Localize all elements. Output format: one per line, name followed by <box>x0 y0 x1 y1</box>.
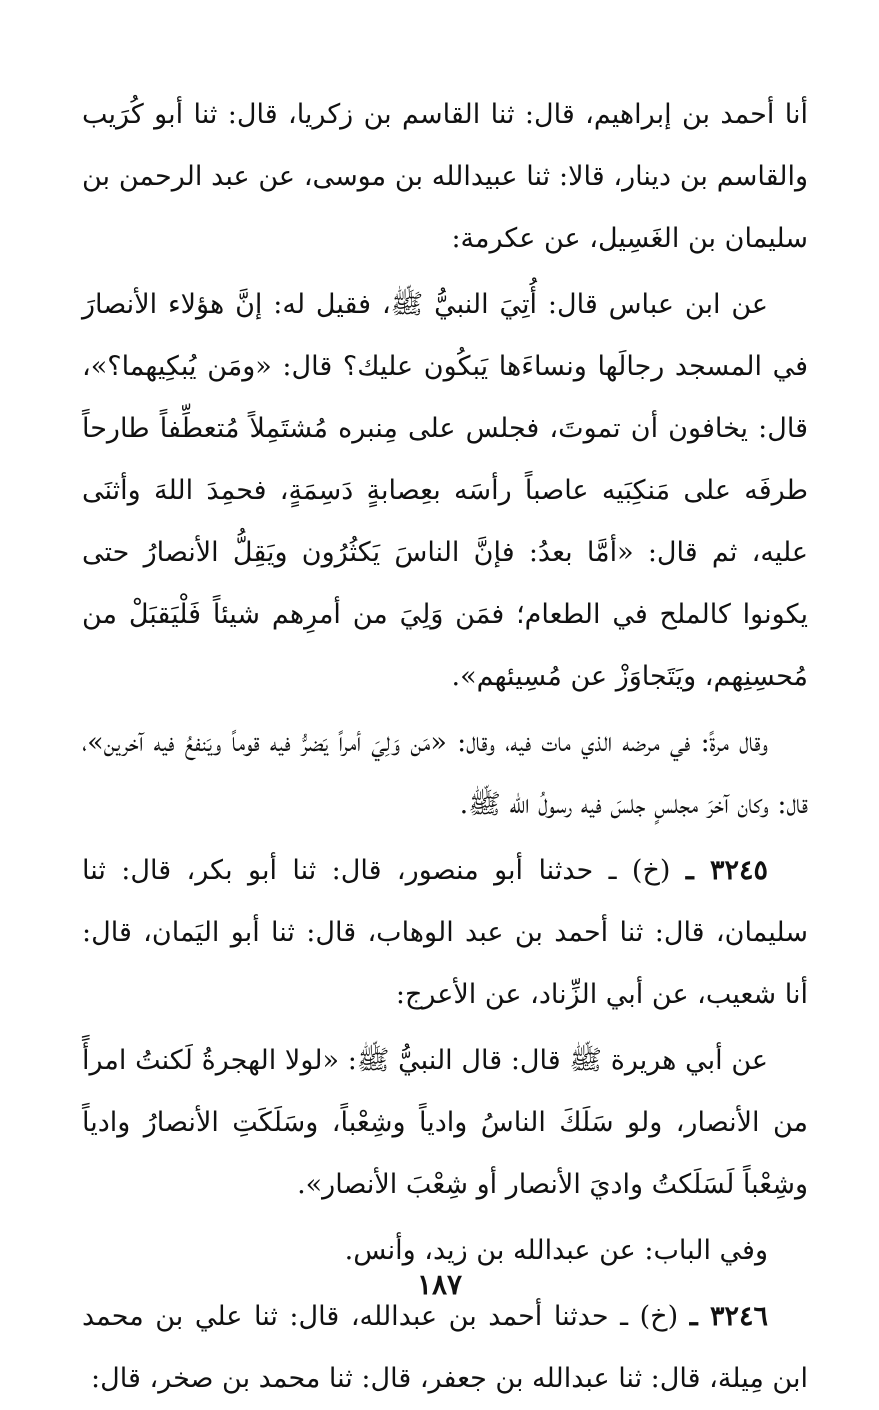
paragraph-isnad-1: أنا أحمد بن إبراهيم، قال: ثنا القاسم بن زكريا، قال: ثنا أبو كُرَيب والقاسم بن دينار، قالا: ثنا عبيدالله بن موسى، عن عبد الرحمن بن سليمان بن الغَسِيل، عن عكرمة: <box>82 99 808 254</box>
paragraph-hadith-3245-matn: عن أبي هريرة ﷺ قال: قال النبيُّ ﷺ: «لولا الهجرةُ لَكنتُ امرأً من الأنصار، ولو سَلَكَ الناسُ وادياً وشِعْباً، وسَلَكَتِ الأنصارُ وادياً وشِعْباً لَسَلَكتُ واديَ الأنصار أو شِعْبَ الأنصار». <box>82 1045 808 1200</box>
paragraph-hadith-3244-matn: عن ابن عباس قال: أُتِيَ النبيُّ ﷺ، فقيل له: إنَّ هؤلاء الأنصارَ في المسجد رجالَها ونساءَها يَبكُون عليك؟ قال: «ومَن يُبكِيهما؟»، قال: يخافون أن تموتَ، فجلس على مِنبره مُشتَمِلاً مُتعطِّفاً طارحاً طرفَه على مَنكِبَيه عاصباً رأسَه بعِصابةٍ دَسِمَةٍ، فحمِدَ اللهَ وأثنَى عليه، ثم قال: «أمَّا بعدُ: فإنَّ الناسَ يَكثُرُون ويَقِلُّ الأنصارُ حتى يكونوا كالملح في الطعام؛ فمَن وَلِيَ من أمرِهم شيئاً فَلْيَقبَلْ من مُحسِنِهم، ويَتَجاوَزْ عن مُسِيئهم». <box>82 289 808 692</box>
page-number: ١٨٧ <box>416 1268 463 1301</box>
page-body <box>82 84 808 1410</box>
paragraph-hadith-3246-isnad <box>82 1286 808 1410</box>
isnad-text: (خ) ـ حدثنا أبو منصور، قال: ثنا أبو بكر، قال: ثنا سليمان، قال: ثنا أحمد بن عبد الوهاب، قال: ثنا أبو اليَمان، قال: أنا شعيب، عن أبي الزِّناد، عن الأعرج: <box>82 855 808 1010</box>
isnad-text: (خ) ـ حدثنا أحمد بن عبدالله، قال: ثنا علي بن محمد ابن مِيلة، قال: ثنا عبدالله بن جعفر، قال: ثنا محمد بن صخر، قال: <box>82 1301 808 1394</box>
hadith-number: ٣٢٤٥ ـ <box>685 855 768 886</box>
paragraph-alternate-narration: وقال مرةً: في مرضه الذي مات فيه، وقال: «مَن وَلِيَ أمراً يَضرُّ فيه قوماً ويَنفعُ فيه آخرين»، قال: وكان آخرَ مجلسٍ جلسَ فيه رسولُ الله ﷺ. <box>82 727 808 820</box>
hadith-number: ٣٢٤٦ ـ <box>689 1301 768 1332</box>
paragraph-bab-note: وفي الباب: عن عبدالله بن زيد، وأنس. <box>344 1235 768 1266</box>
paragraph-hadith-3245-isnad <box>82 840 808 1026</box>
